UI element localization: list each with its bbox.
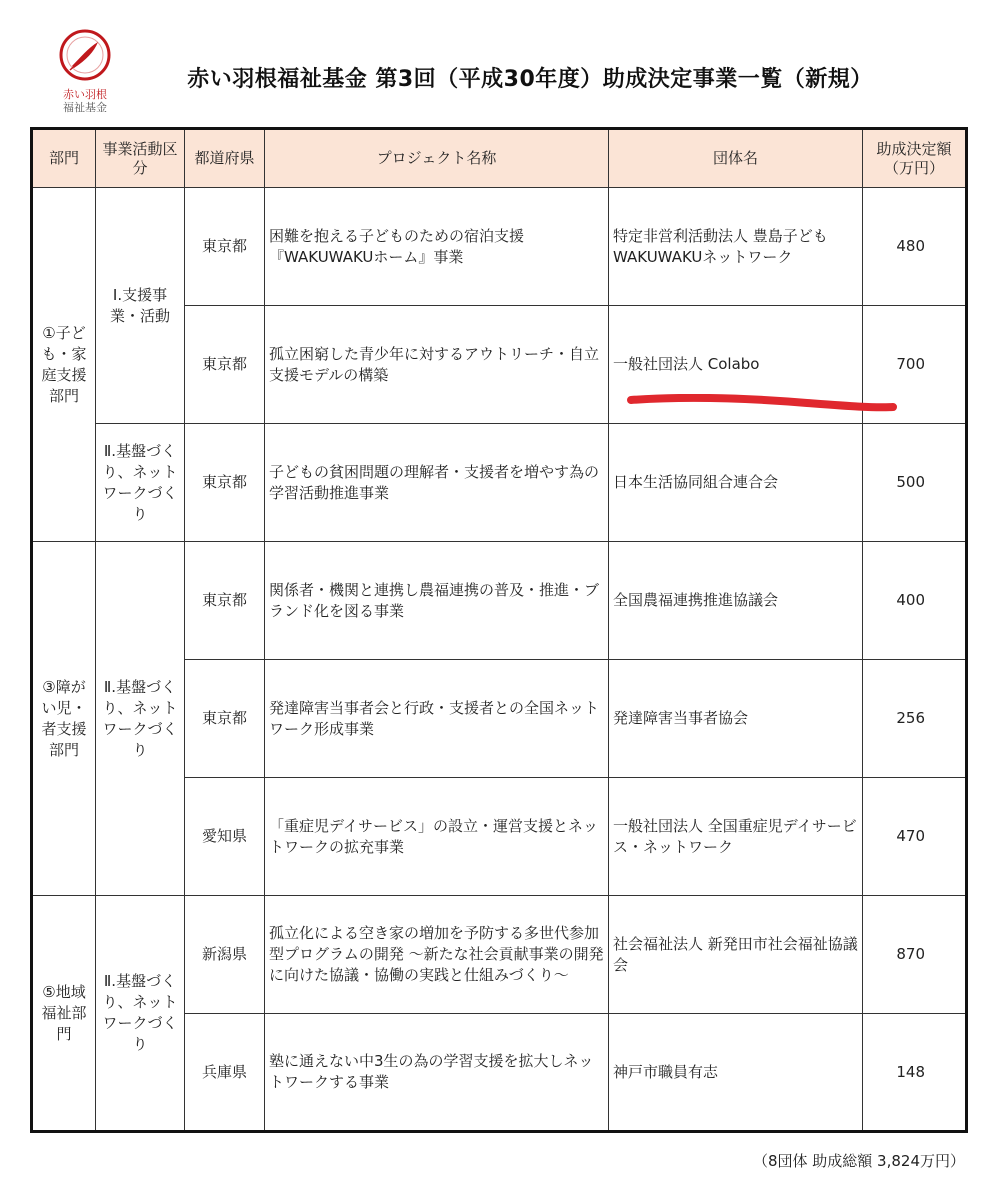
amount-cell: 400 — [863, 542, 967, 660]
org-cell: 全国農福連携推進協議会 — [609, 542, 863, 660]
logo-text-line2: 福祉基金 — [63, 101, 107, 114]
org-cell: 日本生活協同組合連合会 — [609, 424, 863, 542]
table-row — [32, 424, 967, 542]
amount-cell: 256 — [863, 660, 967, 778]
amount-cell: 700 — [863, 306, 967, 424]
project-cell: 塾に通えない中3生の為の学習支援を拡大しネットワークする事業 — [265, 1014, 609, 1132]
project-cell: 孤立困窮した青少年に対するアウトリーチ・自立支援モデルの構築 — [265, 306, 609, 424]
amount-cell: 148 — [863, 1014, 967, 1132]
dept-cell: ①子ども・家庭支援部門 — [32, 188, 96, 542]
project-cell: 子どもの貧困問題の理解者・支援者を増やす為の学習活動推進事業 — [265, 424, 609, 542]
header-pref: 都道府県 — [185, 129, 265, 188]
header-org: 団体名 — [609, 129, 863, 188]
header-dept: 部門 — [32, 129, 96, 188]
table-row — [32, 542, 967, 660]
pref-cell: 東京都 — [185, 306, 265, 424]
page-title: 赤い羽根福祉基金 第3回（平成30年度）助成決定事業一覧（新規） — [187, 67, 873, 92]
amount-cell: 470 — [863, 778, 967, 896]
pref-cell: 東京都 — [185, 542, 265, 660]
table-header-row — [32, 129, 967, 188]
org-cell: 一般社団法人 Colabo — [609, 306, 863, 424]
kubun-cell: Ⅱ.基盤づくり、ネットワークづくり — [96, 424, 185, 542]
amount-cell: 870 — [863, 896, 967, 1014]
pref-cell: 東京都 — [185, 188, 265, 306]
table-row — [32, 188, 967, 306]
project-cell: 関係者・機関と連携し農福連携の普及・推進・ブランド化を図る事業 — [265, 542, 609, 660]
red-feather-logo-icon — [58, 28, 112, 82]
logo — [50, 28, 120, 114]
kubun-cell: Ⅰ.支援事業・活動 — [96, 188, 185, 424]
dept-cell: ⑤地域福祉部門 — [32, 896, 96, 1132]
grant-table — [30, 127, 968, 1133]
project-cell: 「重症児デイサービス」の設立・運営支援とネットワークの拡充事業 — [265, 778, 609, 896]
project-cell: 困難を抱える子どものための宿泊支援『WAKUWAKUホーム』事業 — [265, 188, 609, 306]
pref-cell: 兵庫県 — [185, 1014, 265, 1132]
org-cell: 特定非営利活動法人 豊島子どもWAKUWAKUネットワーク — [609, 188, 863, 306]
project-cell: 発達障害当事者会と行政・支援者との全国ネットワーク形成事業 — [265, 660, 609, 778]
pref-cell: 新潟県 — [185, 896, 265, 1014]
project-cell: 孤立化による空き家の増加を予防する多世代参加型プログラムの開発 ～新たな社会貢献事業の開発に向けた協議・協働の実践と仕組みづくり～ — [265, 896, 609, 1014]
pref-cell: 愛知県 — [185, 778, 265, 896]
kubun-cell: Ⅱ.基盤づくり、ネットワークづくり — [96, 542, 185, 896]
header-project: プロジェクト名称 — [265, 129, 609, 188]
pref-cell: 東京都 — [185, 424, 265, 542]
amount-cell: 480 — [863, 188, 967, 306]
org-cell: 発達障害当事者協会 — [609, 660, 863, 778]
dept-cell: ③障がい児・者支援部門 — [32, 542, 96, 896]
pref-cell: 東京都 — [185, 660, 265, 778]
org-cell: 神戸市職員有志 — [609, 1014, 863, 1132]
table-row — [32, 896, 967, 1014]
footer-note: （8団体 助成総額 3,824万円） — [752, 1152, 965, 1170]
kubun-cell: Ⅱ.基盤づくり、ネットワークづくり — [96, 896, 185, 1132]
header-kubun: 事業活動区分 — [96, 129, 185, 188]
amount-cell: 500 — [863, 424, 967, 542]
org-cell: 一般社団法人 全国重症児デイサービス・ネットワーク — [609, 778, 863, 896]
org-cell: 社会福祉法人 新発田市社会福祉協議会 — [609, 896, 863, 1014]
header-amount: 助成決定額（万円） — [863, 129, 967, 188]
logo-text-line1: 赤い羽根 — [63, 88, 107, 101]
